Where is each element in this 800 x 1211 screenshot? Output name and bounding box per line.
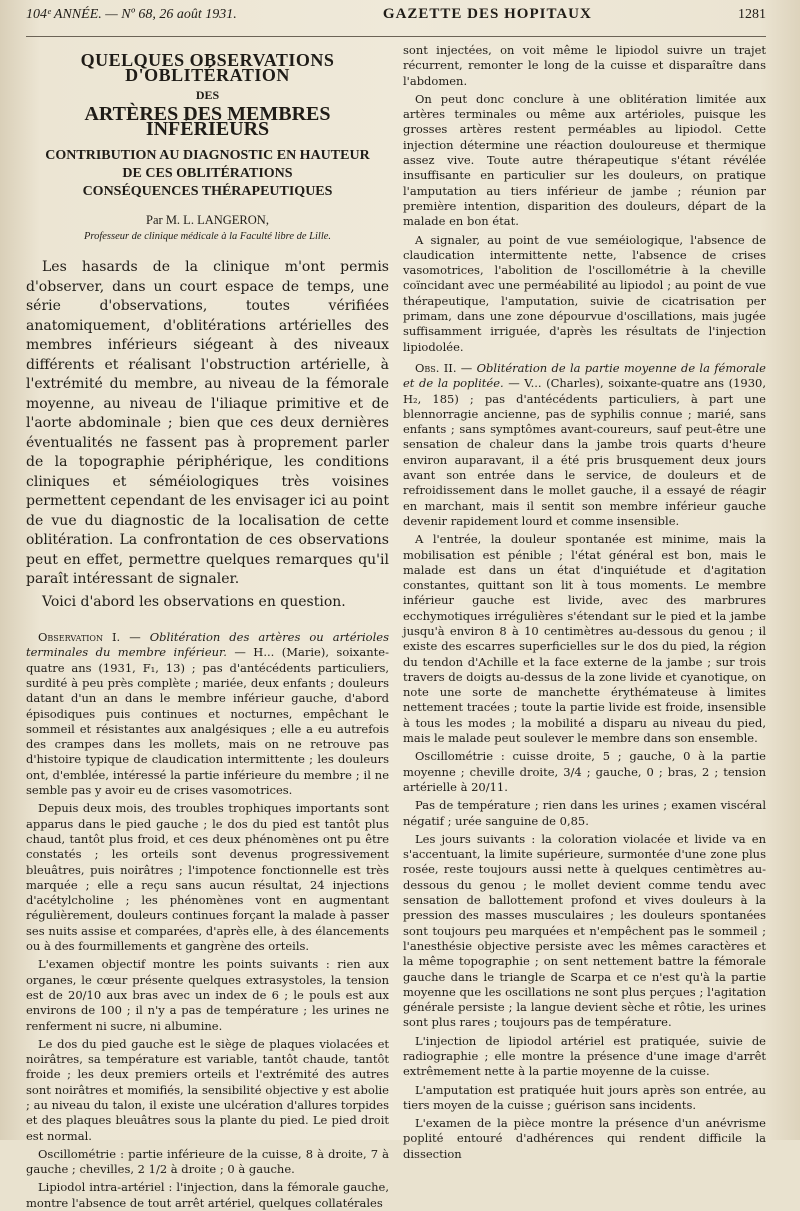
subtitle-line-2: DE CES OBLITÉRATIONS (122, 166, 293, 182)
observation-2-paragraph: Pas de température ; rien dans les urines ; examen viscéral négatif ; urée sanguine de 0,85. (403, 798, 766, 828)
body-paragraph: On peut donc conclure à une oblitération limitée aux artères terminales ou même aux artérioles, puisque les grosses artères restent perméables au lipiodol. Cette injection détermine une réaction douloureuse et thermique assez vive. Toute autre thérapeutique s'étant révélée insuffisante en particulier sur les douleurs, on pratique l'amputation au tiers inférieur de jambe ; réunion par première intention, disparition des douleurs, départ de la malade en bon état. (403, 91, 766, 229)
page-number: 1281 (737, 7, 766, 22)
observation-1-paragraph: Oscillométrie : partie inférieure de la cuisse, 8 à droite, 7 à gauche ; chevilles, 2 1/2 à droite ; 0 à gauche. (26, 1146, 389, 1177)
columns (26, 43, 766, 1210)
introduction (26, 258, 389, 612)
intro-paragraph-2: Voici d'abord les observations en question. (42, 593, 346, 610)
observation-1-title: Oblitération des artères ou artérioles terminales du membre inférieur. (26, 630, 389, 660)
observation-1-intro (26, 630, 389, 798)
observation-2-paragraph: L'examen de la pièce montre la présence d'un anévrisme poplité entouré d'adhérences qui rendent difficile la dissection (403, 1116, 766, 1161)
subtitle-line-1: CONTRIBUTION AU DIAGNOSTIC EN HAUTEUR (45, 148, 370, 164)
running-header (26, 6, 766, 37)
observation-2-text: — V... (Charles), soixante-quatre ans (1930, H₂, 185) ; pas d'antécédents particuliers, à part une blennorragie ancienne, pas de syphilis connue ; marié, sans enfants ; sans symptômes avant-coureurs, sauf peut-être une sensation de chaleur dans la jambe trois quarts d'heure environ auparavant, il a été pris brusquement deux jours avant son entrée dans le service, de douleurs et de refroidissement dans le mollet gauche, il a essayé de réagir en marchant, mais il sentit son membre inférieur gauche devenir rapidement lourd et comme insensible. (403, 376, 766, 528)
right-column (403, 43, 766, 1161)
observation-1-heading: Observation I. — (38, 630, 141, 645)
issue-info: 104ᵉ ANNÉE. — Nº 68, 26 août 1931. (26, 7, 237, 22)
title-line-3: ARTÈRES DES MEMBRES INFÉRIEURS (84, 102, 331, 141)
observation-2-paragraph: L'injection de lipiodol artériel est pratiquée, suivie de radiographie ; elle montre la présence d'une image d'arrêt extrêmement nette à la partie moyenne de la cuisse. (403, 1033, 766, 1079)
observation-2-title: Oblitération de la partie moyenne de la fémorale et de la poplitée. (403, 360, 766, 391)
title-line-2: DES (195, 87, 220, 102)
observation-1-paragraph: Lipiodol intra-artériel : l'injection, dans la fémorale gauche, montre l'absence de tout arrêt artériel, quelques collatérales (26, 1180, 389, 1210)
observation-2-paragraph: Oscillométrie : cuisse droite, 5 ; gauche, 0 à la partie moyenne ; cheville droite, 3/4 ; gauche, 0 ; bras, 2 ; tension artérielle à 20/11. (403, 749, 766, 794)
article-title-block (26, 50, 389, 244)
left-column (26, 43, 389, 1210)
observation-1-text: — H... (Marie), soixante-quatre ans (1931, F₁, 13) ; pas d'antécédents particuliers, surdité à peu près complète ; mariée, deux enfants ; douleurs datant d'un an dans le membre inférieur gauche, d'abord épisodiques puis continues et nocturnes, empêchant le sommeil et résistantes aux analgésiques ; elle a eu autrefois des crampes dans les mollets, mais on ne retrouve pas d'histoire typique de claudication intermittente ; les douleurs ont, d'emblée, intéressé la partie inférieure du membre ; il ne semble pas y avoir eu de crises vasomotrices. (26, 645, 389, 798)
observation-1-paragraph: Le dos du pied gauche est le siège de plaques violacées et noirâtres, sa température est variable, tantôt chaude, tantôt froide ; les deux premiers orteils et l'extrémité des autres sont noirâtres et momifiés, la sensibilité objective y est abolie ; au niveau du talon, il existe une ulcération d'allures torpides et des plaques bleuâtres sous la plante du pied. Le pied droit est normal. (26, 1036, 389, 1143)
observation-2-intro (403, 361, 766, 529)
observation-2-paragraph: Les jours suivants : la coloration violacée et livide va en s'accentuant, la limite supérieure, surmontée d'une zone plus rosée, reste toujours aussi nette à quelques centimètres au-dessous du genou ; le mollet devient comme tendu avec sensation de ballottement profond et vives douleurs à la pression des masses musculaires ; les douleurs spontanées sont toujours peu marquées et n'empêchent pas le sommeil ; l'anesthésie objective persiste avec les mêmes caractères et la même topographie ; on sent nettement battre la fémorale gauche dans le triangle de Scarpa et ce n'est qu'à la partie moyenne que les oscillations ne sont plus perçues ; l'agitation générale persiste ; la langue devient sèche et rôtie, les urines sont plus rares ; toujours pas de température. (403, 831, 766, 1030)
observation-2-heading: Obs. II. — (415, 360, 473, 375)
author: Par M. L. LANGERON, (146, 213, 269, 228)
continued-paragraph: sont injectées, on voit même le lipiodol suivre un trajet récurrent, remonter le long de la cuisse et disparaître dans l'abdomen. (403, 43, 766, 88)
subtitle-line-3: CONSÉQUENCES THÉRAPEUTIQUES (82, 184, 333, 200)
body-paragraph: A signaler, au point de vue seméiologique, l'absence de claudication intermittente nette, l'absence de crises vasomotrices, l'abolition de l'oscillométrie à la cheville coïncidant avec une perméabilité au lipiodol ; au point de vue thérapeutique, l'amputation, suivie de cicatrisation per primam, dans une zone dépourvue d'oscillations, mais jugée suffisamment irriguée, d'après les résultats de l'injection lipiodolée. (403, 232, 766, 354)
author-affiliation: Professeur de clinique médicale à la Faculté libre de Lille. (83, 230, 332, 242)
observation-2-paragraph: A l'entrée, la douleur spontanée est minime, mais la mobilisation est pénible ; l'état général est bon, mais le malade est dans un état d'inquiétude et d'agitation constantes, quittant son lit à tous moments. Le membre inférieur gauche est livide, avec des marbrures ecchymotiques irrégulières s'étendant sur le pied et la jambe jusqu'à environ 8 à 10 centimètres au-dessous du genou ; il existe des escarres superficielles sur le dos du pied, la région du tendon d'Achille et la face externe de la jambe ; sur trois travers de doigts au-dessus de la zone livide et cyanotique, on note une sorte de manchette érythémateuse à limites nettement tracées ; toute la partie livide est froide, insensible à tous les modes ; la mobilité a disparu au niveau du pied, mais le malade peut soulever le membre dans son ensemble. (403, 532, 766, 746)
observation-1-paragraph: Depuis deux mois, des troubles trophiques importants sont apparus dans le pied gauche ; le dos du pied est tantôt plus chaud, tantôt plus froid, et ces deux phénomènes ont pu être constatés ; les orteils sont devenus progressivement bleuâtres, puis noirâtres ; l'impotence fonctionnelle est très marquée ; elle a reçu sans aucun résultat, 24 injections d'acétylcholine ; les phénomènes vont en augmentant régulièrement, douleurs continues forçant la malade à passer ses nuits assise et comparées, d'après elle, à des élancements ou à des fourmillements et gangrène des orteils. (26, 801, 389, 954)
journal-title: GAZETTE DES HOPITAUX (382, 6, 592, 22)
title-line-1: QUELQUES OBSERVATIONS D'OBLITÉRATION (80, 50, 335, 86)
observation-2-paragraph: L'amputation est pratiquée huit jours après son entrée, au tiers moyen de la cuisse ; guérison sans incidents. (403, 1082, 766, 1112)
observation-1-paragraph: L'examen objectif montre les points suivants : rien aux organes, le cœur présente quelques extrasystoles, la tension est de 20/10 aux bras avec un index de 6 ; le pouls est aux environs de 100 ; il n'y a pas de température ; les urines ne renferment ni sucre, ni albumine. (26, 957, 389, 1033)
intro-paragraph-1: Les hasards de la clinique m'ont permis d'observer, dans un court espace de temps, une série d'observations, toutes vérifiées anatomiquement, d'oblitérations artérielles des membres inférieurs siégeant à des niveaux différents et réalisant l'obstruction artérielle, à l'extrémité du membre, au niveau de la fémorale moyenne, au niveau de l'iliaque primitive et de l'aorte abdominale ; bien que ces deux dernières éventualités ne fassent pas à proprement parler de la topographie périphérique, les conditions cliniques et séméiologiques très voisines permettent cependant de les envisager ici au point de vue du diagnostic de la localisation de cette oblitération. La confrontation de ces observations peut en effet, permettre quelques remarques qu'il paraît intéressant de signaler. (26, 259, 389, 588)
